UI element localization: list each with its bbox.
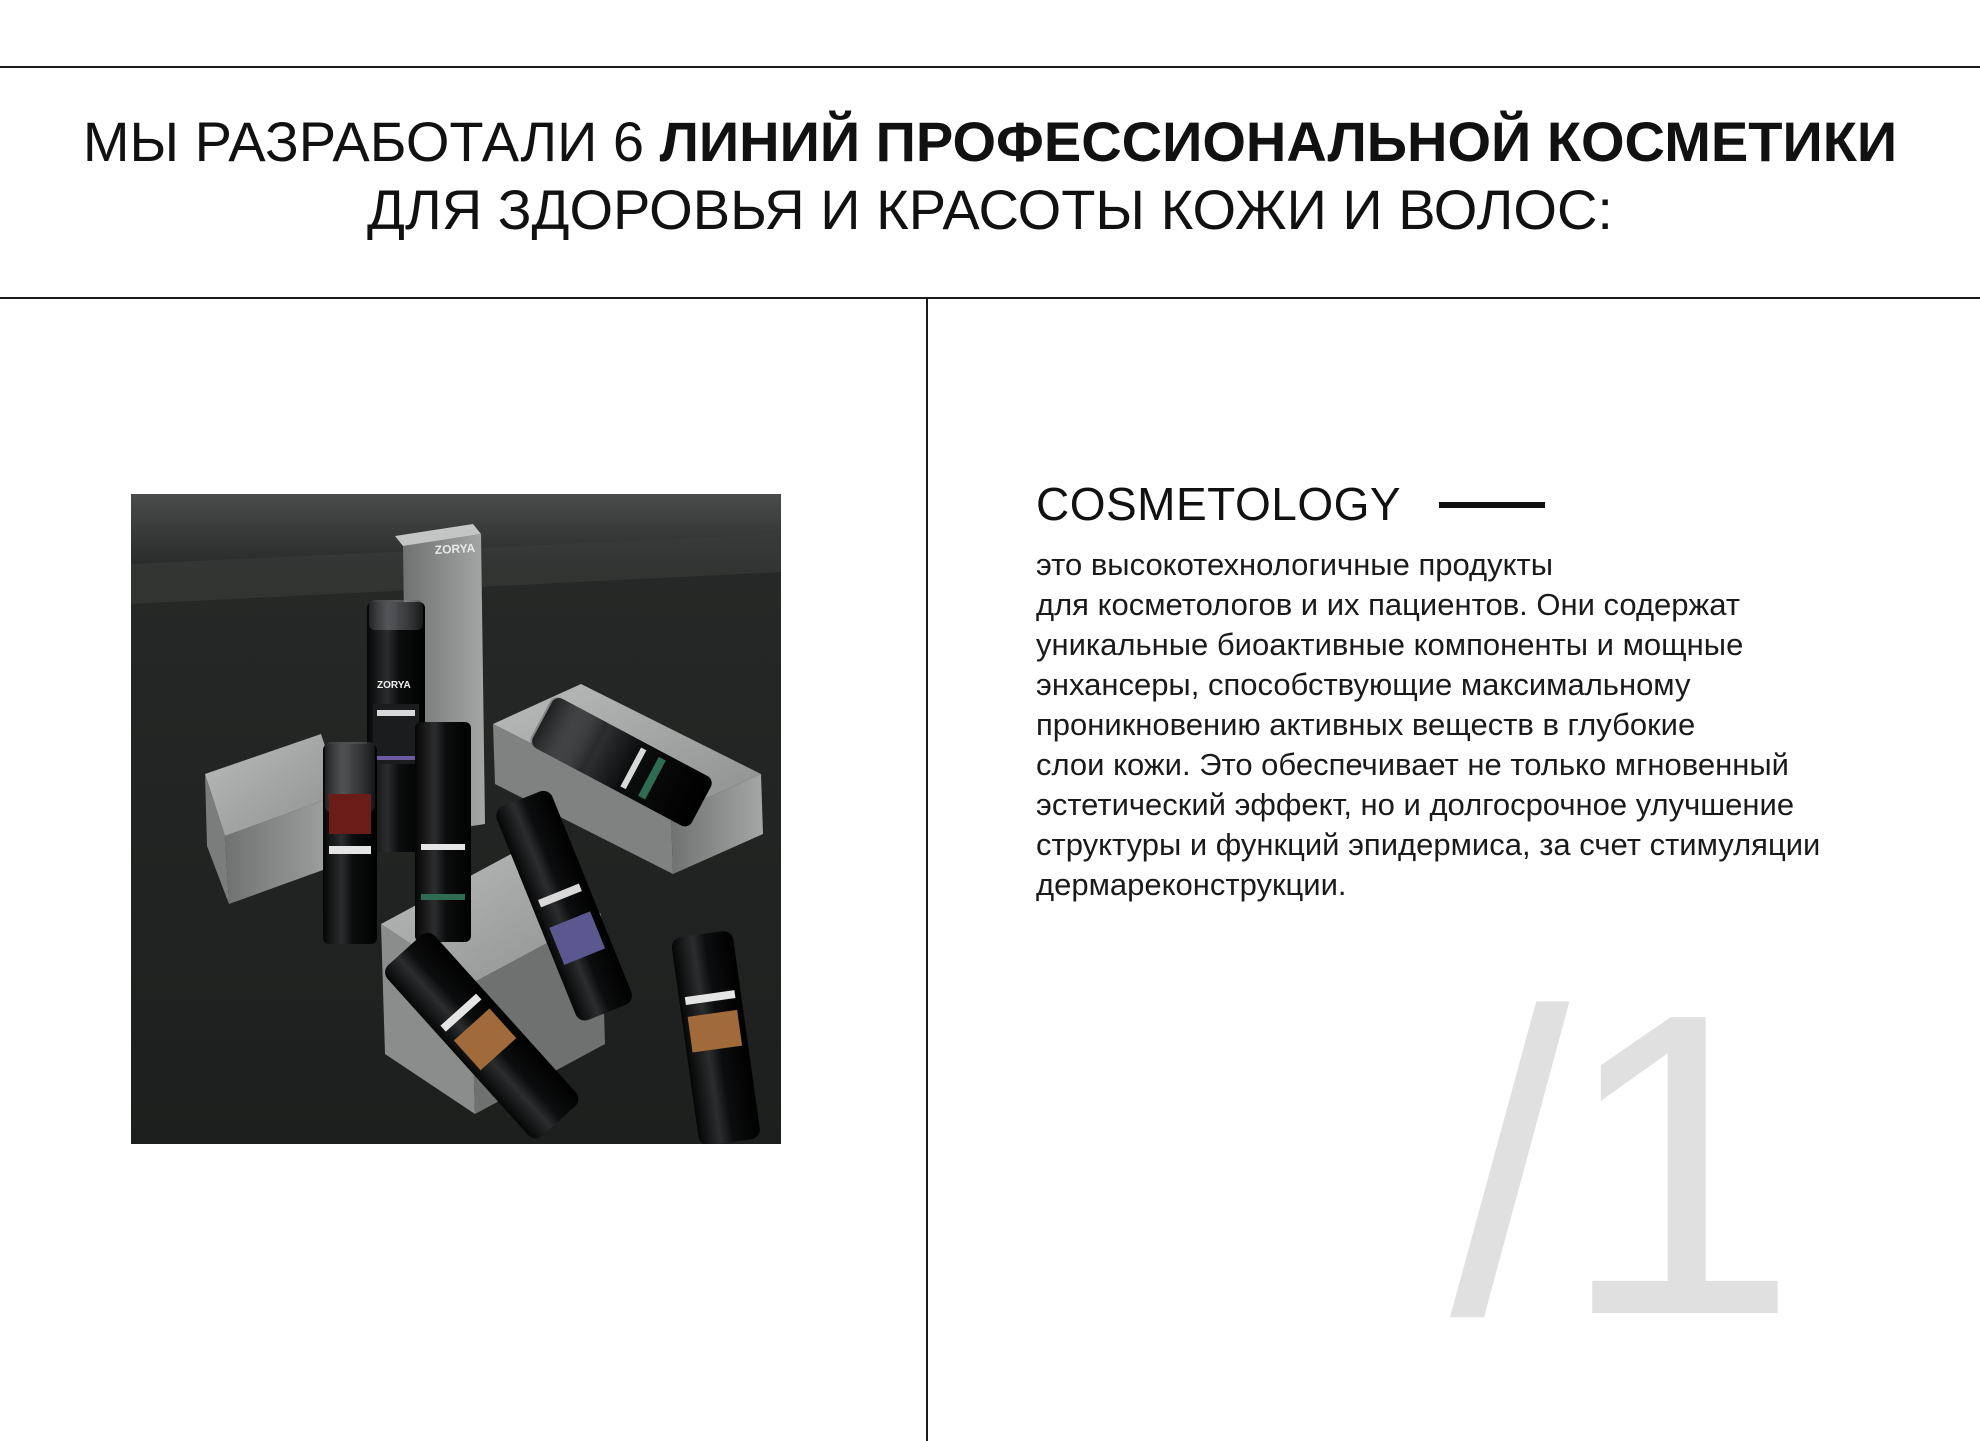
- section-number: /1: [1450, 925, 1789, 1405]
- description-line: это высокотехнологичные продукты: [1036, 547, 1554, 582]
- description-line: слои кожи. Это обеспечивает не только мгновенный: [1036, 747, 1789, 782]
- description-line: энхансеры, способствующие максимальному: [1036, 667, 1691, 702]
- section-description: [1036, 545, 1896, 905]
- section-title: COSMETOLOGY: [1036, 478, 1402, 530]
- description-line: проникновению активных веществ в глубокие: [1036, 707, 1696, 742]
- title-dash: [1439, 502, 1545, 508]
- description-line: для косметологов и их пациентов. Они содержат: [1036, 587, 1741, 622]
- description-line: эстетический эффект, но и долгосрочное улучшение: [1036, 787, 1795, 822]
- column-divider: [926, 298, 928, 1441]
- description-line: структуры и функций эпидермиса, за счет стимуляции: [1036, 827, 1821, 862]
- description-line: дермареконструкции.: [1036, 867, 1347, 902]
- headline-line1-bold: ЛИНИЙ ПРОФЕССИОНАЛЬНОЙ КОСМЕТИКИ: [659, 110, 1898, 173]
- headline-line2: ДЛЯ ЗДОРОВЬЯ И КРАСОТЫ КОЖИ И ВОЛОС:: [367, 178, 1613, 241]
- product-photo: [131, 494, 781, 1144]
- headline-line1-regular: МЫ РАЗРАБОТАЛИ 6: [82, 110, 660, 173]
- brand-label-bottle: ZORYA: [377, 680, 411, 691]
- description-line: уникальные биоактивные компоненты и мощные: [1036, 627, 1744, 662]
- top-divider: [0, 66, 1980, 68]
- bottle-green: [415, 722, 471, 942]
- middle-divider: [0, 297, 1980, 299]
- page-headline: [0, 108, 1980, 244]
- brand-label-box: ZORYA: [434, 540, 476, 557]
- bottle-red: [323, 742, 377, 944]
